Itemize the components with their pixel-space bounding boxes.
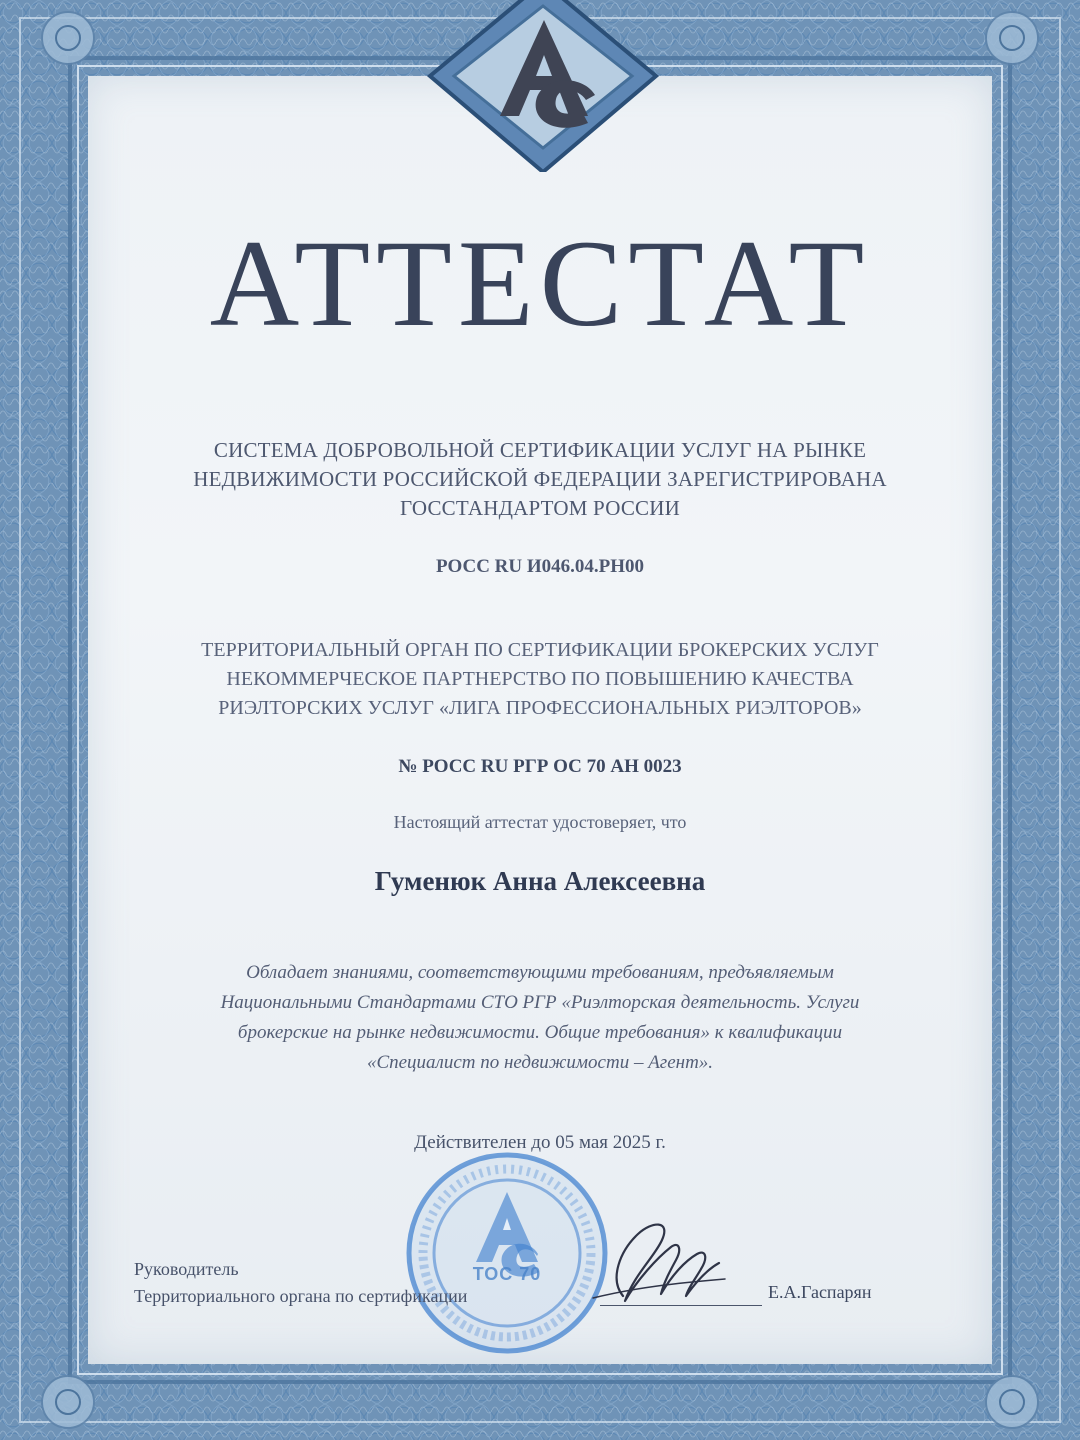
description-line: Обладает знаниями, соответствующими требованиям, предъявляемым bbox=[246, 962, 834, 983]
organization-text bbox=[0, 636, 1080, 723]
blue-seal-stamp bbox=[398, 1144, 616, 1362]
certification-statement: Настоящий аттестат удостоверяет, что bbox=[393, 812, 687, 832]
signatory-name: Е.А.Гаспарян bbox=[768, 1282, 872, 1302]
description-line: «Специалист по недвижимости – Агент». bbox=[366, 1052, 714, 1073]
handwritten-signature bbox=[585, 1196, 735, 1316]
holder-name: Гуменюк Анна Алексеевна bbox=[374, 866, 706, 896]
system-line: НЕДВИЖИМОСТИ РОССИЙСКОЙ ФЕДЕРАЦИИ ЗАРЕГИСТРИРОВАНА bbox=[193, 467, 887, 491]
signatory-role bbox=[134, 1256, 467, 1310]
system-line: ГОССТАНДАРТОМ РОССИИ bbox=[400, 496, 680, 520]
description-line: Национальными Стандартами СТО РГР «Риэлторская деятельность. Услуги bbox=[220, 992, 860, 1013]
registration-number: РОСС RU И046.04.РН00 bbox=[435, 556, 645, 577]
stamp-label: ТОС 70 bbox=[472, 1264, 542, 1284]
signatory-role-line: Территориального органа по сертификации bbox=[134, 1286, 468, 1306]
system-line: СИСТЕМА ДОБРОВОЛЬНОЙ СЕРТИФИКАЦИИ УСЛУГ НА РЫНКЕ bbox=[213, 438, 867, 462]
organization-line: РИЭЛТОРСКИХ УСЛУГ «ЛИГА ПРОФЕССИОНАЛЬНЫХ РИЭЛТОРОВ» bbox=[218, 697, 862, 719]
description-line: брокерские на рынке недвижимости. Общие требования» к квалификации bbox=[237, 1022, 843, 1043]
organization-line: НЕКОММЕРЧЕСКОЕ ПАРТНЕРСТВО ПО ПОВЫШЕНИЮ КАЧЕСТВА bbox=[226, 668, 854, 690]
organization-line: ТЕРРИТОРИАЛЬНЫЙ ОРГАН ПО СЕРТИФИКАЦИИ БРОКЕРСКИХ УСЛУГ bbox=[201, 639, 879, 661]
association-logo bbox=[418, 0, 668, 172]
qualification-description bbox=[0, 958, 1080, 1078]
certificate-title: АТТЕСТАТ bbox=[209, 215, 871, 352]
organization-number: № РОСС RU РГР ОС 70 АН 0023 bbox=[398, 756, 682, 777]
validity-date: Действителен до 05 мая 2025 г. bbox=[414, 1132, 666, 1153]
certification-system-text bbox=[0, 436, 1080, 523]
signatory-role-line: Руководитель bbox=[134, 1259, 239, 1279]
